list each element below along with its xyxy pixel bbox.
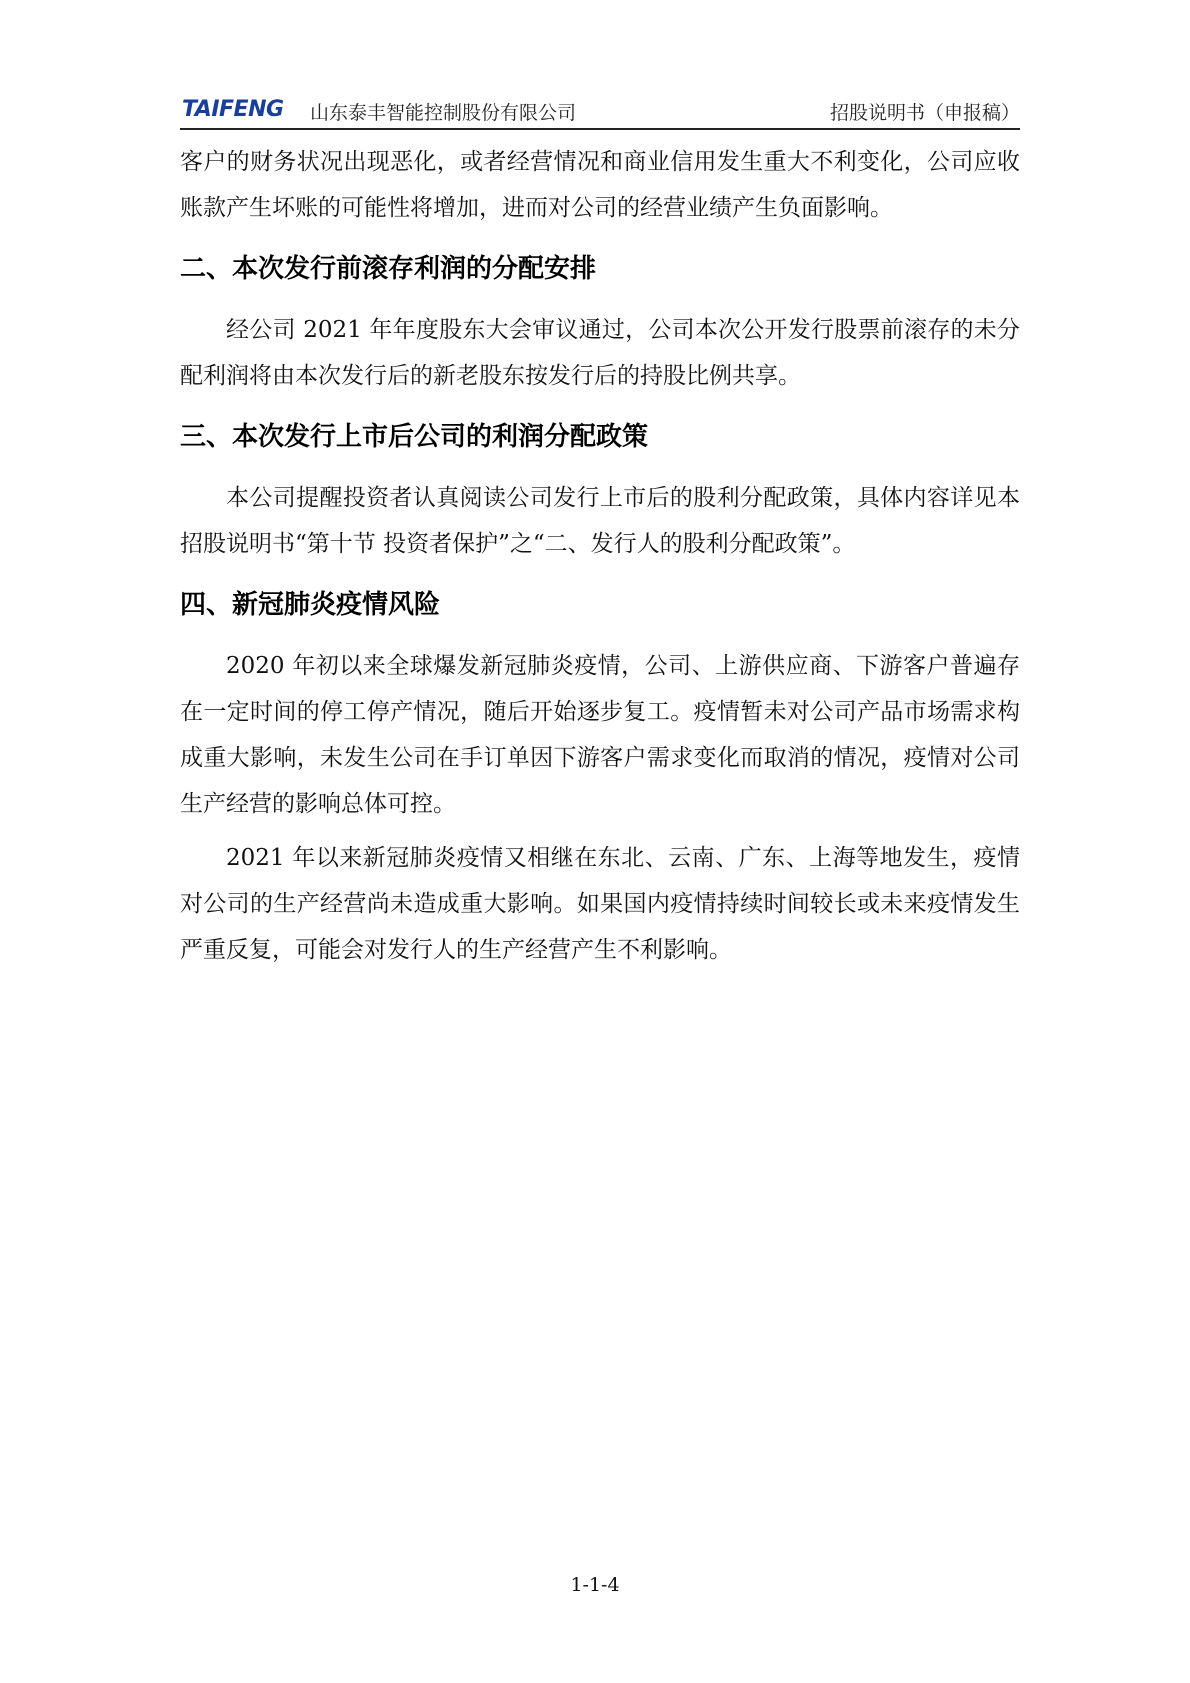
document-body [180, 139, 1020, 973]
company-name: 山东泰丰智能控制股份有限公司 [310, 102, 577, 124]
document-type: 招股说明书（申报稿） [829, 102, 1020, 124]
intro-paragraph: 客户的财务状况出现恶化，或者经营情况和商业信用发生重大不利变化，公司应收账款产生坏账的可能性将增加，进而对公司的经营业绩产生负面影响。 [180, 149, 1020, 221]
section-2-paragraph: 经公司 2021 年年度股东大会审议通过，公司本次公开发行股票前滚存的未分配利润将由本次发行后的新老股东按发行后的持股比例共享。 [180, 317, 1020, 389]
section-heading-2: 二、本次发行前滚存利润的分配安排 [180, 254, 597, 284]
taifeng-logo: TAIFENG [182, 97, 284, 122]
page-number: 1-1-4 [570, 1574, 620, 1596]
section-4-paragraph-2: 2021 年以来新冠肺炎疫情又相继在东北、云南、广东、上海等地发生，疫情对公司的生产经营尚未造成重大影响。如果国内疫情持续时间较长或未来疫情发生严重反复，可能会对发行人的生产经营产生不利影响。 [180, 845, 1020, 963]
section-4-paragraph-1: 2020 年初以来全球爆发新冠肺炎疫情，公司、上游供应商、下游客户普遍存在一定时间的停工停产情况，随后开始逐步复工。疫情暂未对公司产品市场需求构成重大影响，未发生公司在手订单因下游客户需求变化而取消的情况，疫情对公司生产经营的影响总体可控。 [180, 653, 1020, 817]
section-heading-3: 三、本次发行上市后公司的利润分配政策 [180, 422, 649, 452]
header-divider [180, 128, 1020, 130]
page-header [180, 93, 1020, 127]
section-heading-4: 四、新冠肺炎疫情风险 [180, 590, 441, 620]
section-3-paragraph: 本公司提醒投资者认真阅读公司发行上市后的股利分配政策，具体内容详见本招股说明书“第十节 投资者保护”之“二、发行人的股利分配政策”。 [180, 485, 1020, 557]
